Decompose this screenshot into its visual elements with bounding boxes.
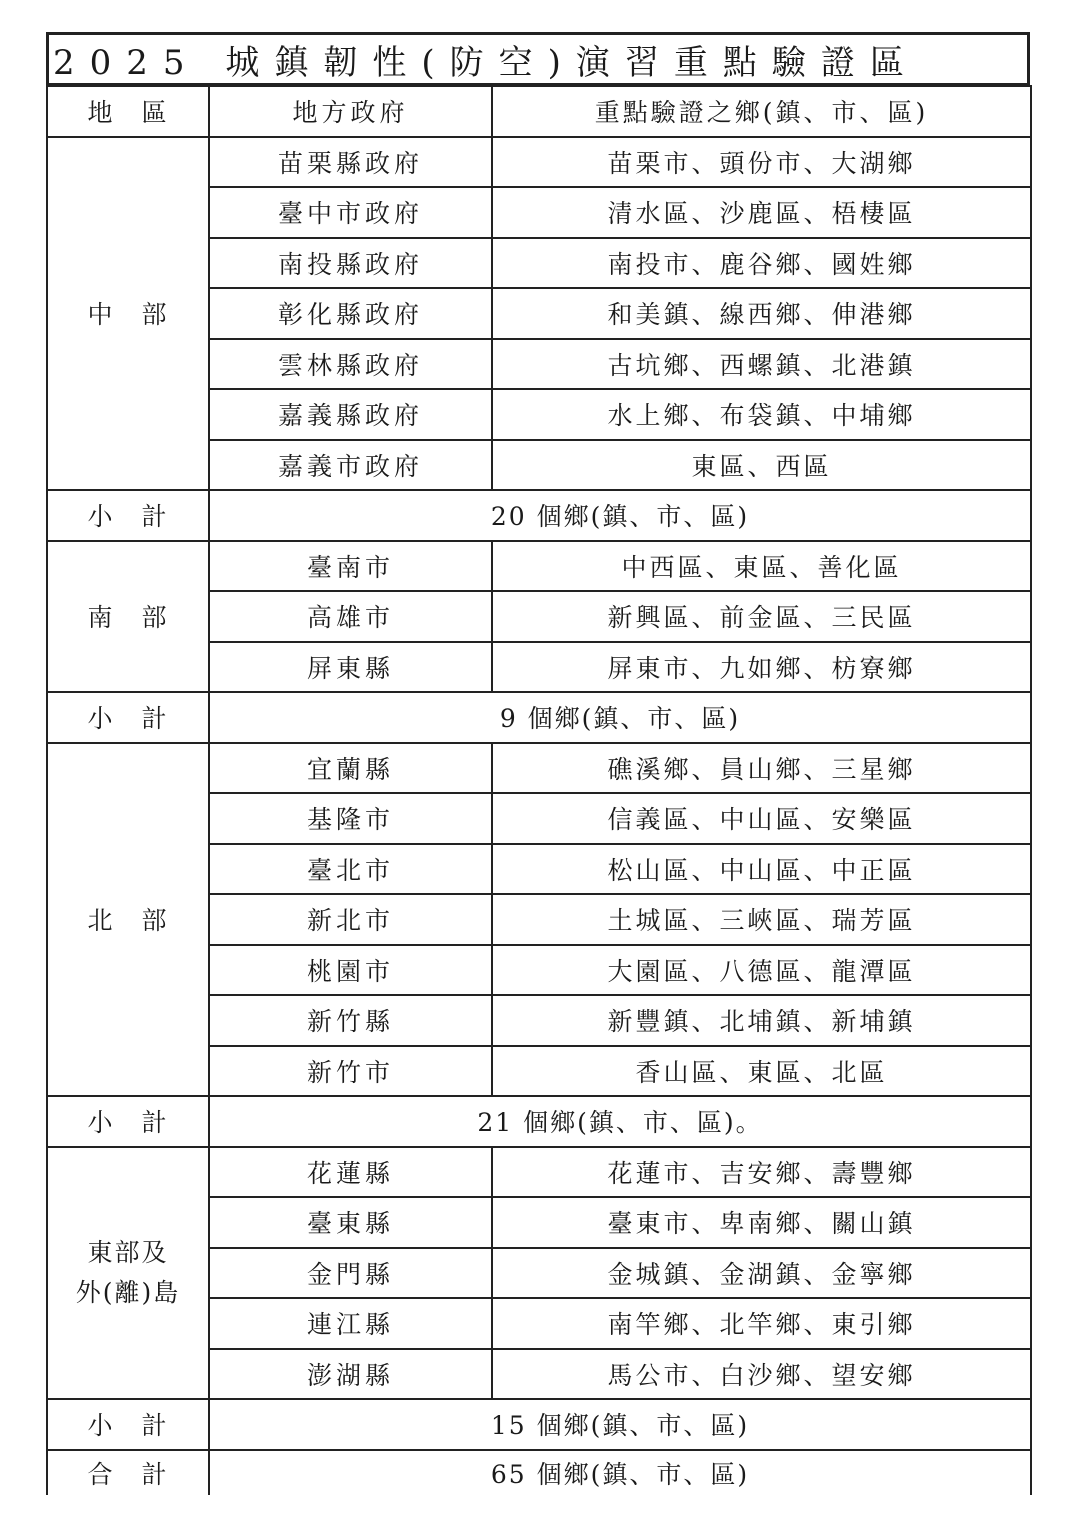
towns-cell: 信義區、中山區、安樂區 (492, 793, 1031, 844)
government-cell: 嘉義縣政府 (209, 389, 492, 440)
government-cell: 高雄市 (209, 591, 492, 642)
towns-cell: 大園區、八德區、龍潭區 (492, 945, 1031, 996)
government-cell: 彰化縣政府 (209, 288, 492, 339)
towns-cell: 和美鎮、線西鄉、伸港鄉 (492, 288, 1031, 339)
header-region: 地 區 (47, 86, 209, 137)
government-cell: 基隆市 (209, 793, 492, 844)
government-cell: 苗栗縣政府 (209, 137, 492, 188)
table-row (47, 743, 1031, 794)
towns-cell: 屏東市、九如鄉、枋寮鄉 (492, 642, 1031, 693)
government-cell: 嘉義市政府 (209, 440, 492, 491)
region-line: 東部及 (87, 1237, 169, 1267)
government-cell: 桃園市 (209, 945, 492, 996)
towns-cell: 金城鎮、金湖鎮、金寧鄉 (492, 1248, 1031, 1299)
government-cell: 臺東縣 (209, 1197, 492, 1248)
total-row (47, 1450, 1031, 1495)
government-cell: 金門縣 (209, 1248, 492, 1299)
government-cell: 新北市 (209, 894, 492, 945)
total-label: 合 計 (47, 1450, 209, 1495)
region-cell: 中 部 (47, 137, 209, 491)
towns-cell: 礁溪鄉、員山鄉、三星鄉 (492, 743, 1031, 794)
towns-cell: 南投市、鹿谷鄉、國姓鄉 (492, 238, 1031, 289)
towns-cell: 中西區、東區、善化區 (492, 541, 1031, 592)
subtotal-value: 9 個鄉(鎮、市、區) (209, 692, 1031, 743)
towns-cell: 新豐鎮、北埔鎮、新埔鎮 (492, 995, 1031, 1046)
government-cell: 新竹市 (209, 1046, 492, 1097)
header-towns: 重點驗證之鄉(鎮、市、區) (492, 86, 1031, 137)
towns-cell: 清水區、沙鹿區、梧棲區 (492, 187, 1031, 238)
towns-cell: 松山區、中山區、中正區 (492, 844, 1031, 895)
subtotal-label: 小 計 (47, 1096, 209, 1147)
table-row (47, 137, 1031, 188)
government-cell: 臺中市政府 (209, 187, 492, 238)
table-row (47, 541, 1031, 592)
subtotal-value: 20 個鄉(鎮、市、區) (209, 490, 1031, 541)
towns-cell: 臺東市、卑南鄉、關山鎮 (492, 1197, 1031, 1248)
government-cell: 花蓮縣 (209, 1147, 492, 1198)
towns-cell: 花蓮市、吉安鄉、壽豐鄉 (492, 1147, 1031, 1198)
subtotal-row (47, 1399, 1031, 1450)
subtotal-row (47, 490, 1031, 541)
government-cell: 宜蘭縣 (209, 743, 492, 794)
document-sheet (46, 32, 1030, 1495)
subtotal-row (47, 692, 1031, 743)
government-cell: 新竹縣 (209, 995, 492, 1046)
towns-cell: 馬公市、白沙鄉、望安鄉 (492, 1349, 1031, 1400)
verification-table (46, 85, 1032, 1495)
towns-cell: 土城區、三峽區、瑞芳區 (492, 894, 1031, 945)
government-cell: 連江縣 (209, 1298, 492, 1349)
header-government: 地方政府 (209, 86, 492, 137)
towns-cell: 東區、西區 (492, 440, 1031, 491)
towns-cell: 苗栗市、頭份市、大湖鄉 (492, 137, 1031, 188)
government-cell: 臺北市 (209, 844, 492, 895)
total-value: 65 個鄉(鎮、市、區) (209, 1450, 1031, 1495)
government-cell: 臺南市 (209, 541, 492, 592)
table-row (47, 1147, 1031, 1198)
region-cell (47, 1147, 209, 1400)
government-cell: 澎湖縣 (209, 1349, 492, 1400)
region-line: 外(離)島 (75, 1277, 181, 1307)
towns-cell: 南竿鄉、北竿鄉、東引鄉 (492, 1298, 1031, 1349)
subtotal-value: 15 個鄉(鎮、市、區) (209, 1399, 1031, 1450)
towns-cell: 水上鄉、布袋鎮、中埔鄉 (492, 389, 1031, 440)
government-cell: 雲林縣政府 (209, 339, 492, 390)
region-cell: 北 部 (47, 743, 209, 1097)
towns-cell: 香山區、東區、北區 (492, 1046, 1031, 1097)
government-cell: 南投縣政府 (209, 238, 492, 289)
region-cell: 南 部 (47, 541, 209, 693)
header-row (47, 86, 1031, 137)
towns-cell: 古坑鄉、西螺鎮、北港鎮 (492, 339, 1031, 390)
subtotal-label: 小 計 (47, 692, 209, 743)
subtotal-row (47, 1096, 1031, 1147)
subtotal-label: 小 計 (47, 490, 209, 541)
towns-cell: 新興區、前金區、三民區 (492, 591, 1031, 642)
document-title: 2025 城鎮韌性(防空)演習重點驗證區 (46, 32, 1030, 85)
subtotal-label: 小 計 (47, 1399, 209, 1450)
subtotal-value: 21 個鄉(鎮、市、區)。 (209, 1096, 1031, 1147)
government-cell: 屏東縣 (209, 642, 492, 693)
